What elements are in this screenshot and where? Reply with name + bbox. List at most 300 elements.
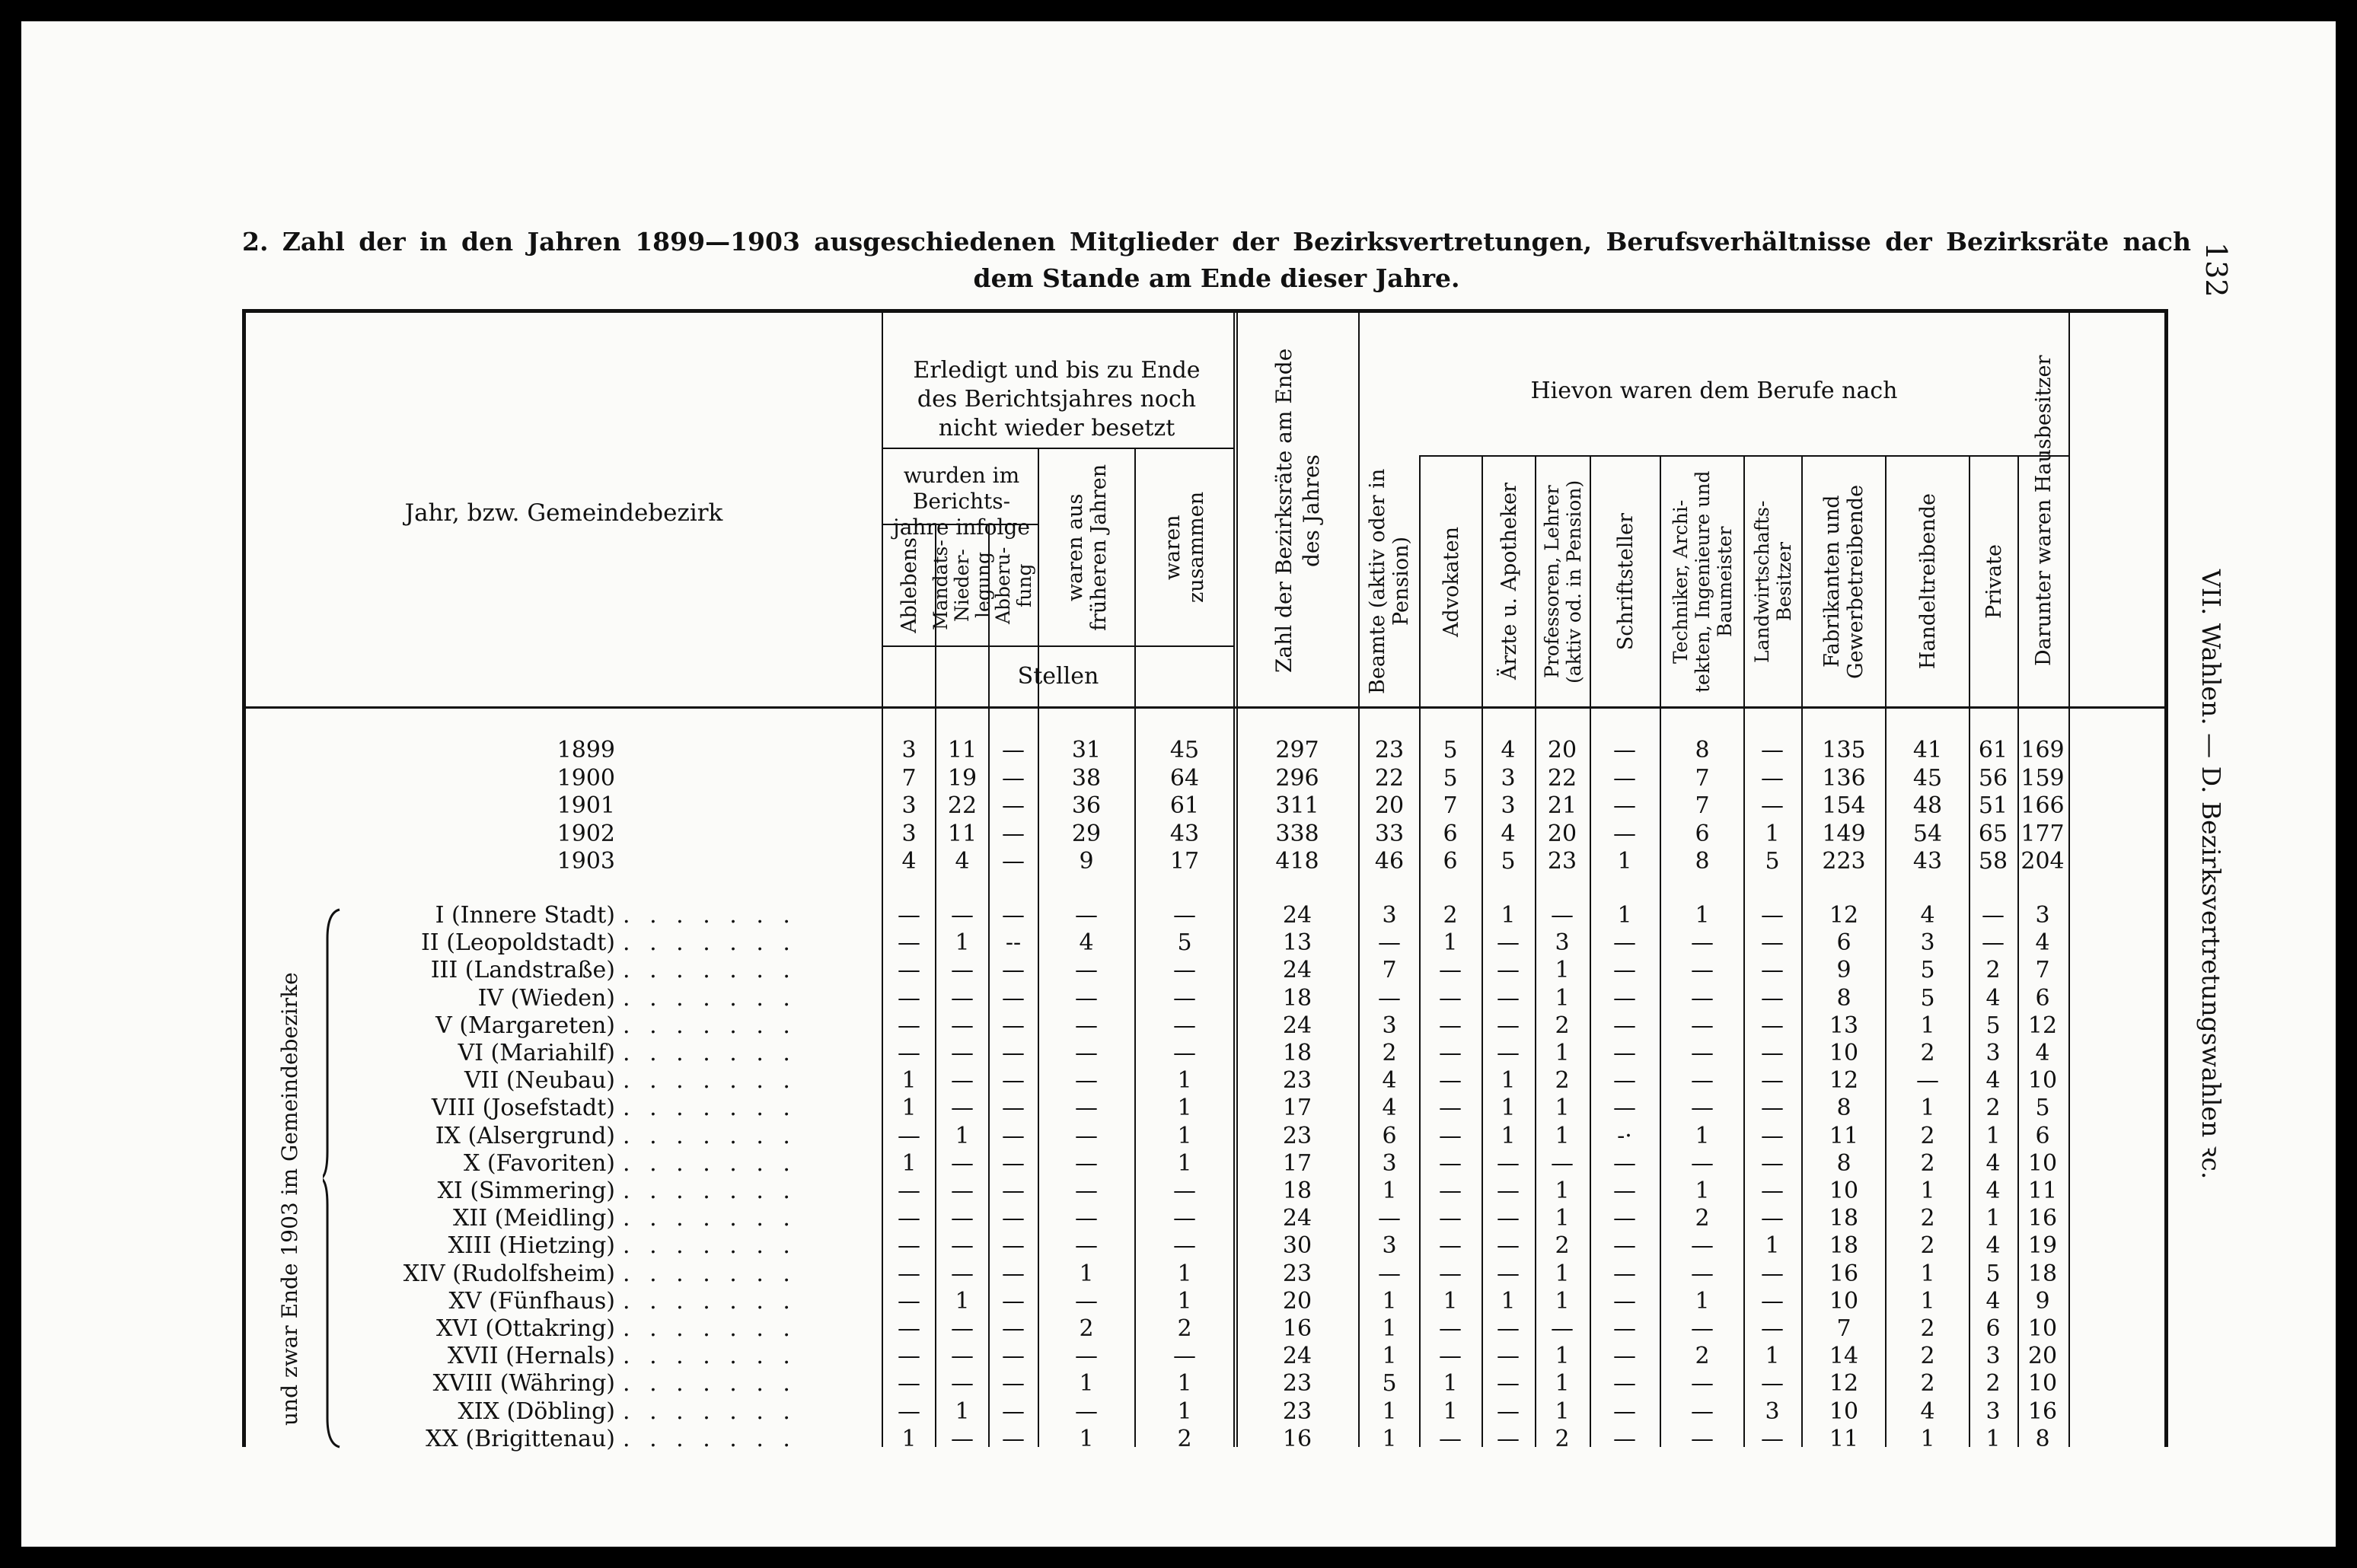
table-cell: —	[1613, 1149, 1636, 1177]
table-cell: 6	[1443, 820, 1458, 847]
table-title-line2: dem Stande am Ende dieser Jahre.	[973, 263, 1460, 293]
table-cell: 18	[1829, 1232, 1859, 1260]
leader-dots: . . . . . . .	[623, 1425, 796, 1452]
table-cell: —	[898, 1040, 920, 1066]
table-cell: —	[1075, 1040, 1098, 1066]
table-cell: 1	[1382, 1178, 1397, 1204]
table-cell: —	[1439, 1122, 1462, 1149]
table-cell: —	[1613, 1012, 1636, 1039]
table-cell: —	[951, 1012, 974, 1039]
table-cell: 22	[1374, 764, 1405, 792]
table-cell: —	[1002, 1260, 1025, 1287]
table-cell: —	[1613, 1425, 1636, 1452]
table-cell: 24	[1282, 1205, 1312, 1232]
table-cell: 6	[2035, 1122, 2050, 1149]
table-cell: 41	[1912, 737, 1943, 763]
table-top-rule	[242, 309, 2168, 313]
table-cell: 1	[1920, 1095, 1935, 1122]
table-cell: 16	[2027, 1205, 2058, 1232]
table-cell: 18	[1282, 1178, 1312, 1204]
table-cell: 7	[1695, 792, 1710, 819]
table-cell: 24	[1282, 1343, 1312, 1370]
table-cell: 4	[901, 848, 917, 875]
table-cell: 43	[1912, 848, 1943, 875]
table-cell: 64	[1169, 764, 1200, 792]
header-group-erledigt: Erledigt und bis zu Ende des Berichtsjahres noch nicht wieder besetzt	[913, 357, 1201, 441]
header-beamte-cell	[1360, 457, 1419, 706]
table-cell: 4	[1985, 1067, 2001, 1095]
brace-icon	[323, 908, 341, 1448]
table-cell: 1	[1079, 1370, 1094, 1397]
table-cell: 1	[901, 1067, 917, 1095]
table-cell: —	[1691, 1425, 1714, 1452]
table-cell: —	[1439, 957, 1462, 984]
table-cell: 11	[2027, 1178, 2058, 1204]
table-cell: 1	[1555, 1122, 1570, 1149]
header-zusammen-cell	[1136, 449, 1233, 645]
table-cell: —	[1075, 1232, 1098, 1260]
table-cell: 2	[1920, 1149, 1935, 1177]
table-cell: 38	[1071, 764, 1102, 792]
table-cell: 1	[1765, 820, 1780, 847]
table-cell: 1	[1985, 1205, 2001, 1232]
table-cell: 1	[1555, 1370, 1570, 1397]
table-cell: 5	[1765, 848, 1780, 875]
year-row-label: 1900	[557, 764, 615, 792]
table-cell: 2	[1555, 1425, 1570, 1452]
table-cell: 10	[1829, 1040, 1859, 1066]
table-cell: —	[1613, 764, 1636, 792]
table-cell: 9	[1079, 848, 1094, 875]
table-cell: —	[1002, 764, 1025, 792]
table-cell: 20	[1547, 737, 1577, 763]
table-cell: 4	[1501, 737, 1516, 763]
table-cell: —	[1002, 1205, 1025, 1232]
header-landwirt: Landwirtschafts- Besitzer	[1751, 500, 1795, 663]
table-cell: —	[1761, 957, 1784, 984]
table-cell: 31	[1071, 737, 1102, 763]
table-cell: —	[1613, 929, 1636, 957]
table-cell: 3	[1382, 902, 1397, 929]
table-cell: 1	[1382, 1397, 1397, 1425]
header-frueheren: waren aus früheren Jahren	[1063, 464, 1111, 631]
year-row-label: 1903	[557, 848, 615, 875]
table-cell: —	[1497, 1315, 1520, 1342]
table-cell: 12	[1829, 1067, 1859, 1095]
table-cell: 3	[1501, 764, 1516, 792]
header-hausbesitzer: Darunter waren Hausbesitzer	[2032, 355, 2056, 666]
table-cell: —	[1002, 792, 1025, 819]
table-cell: —	[1075, 1122, 1098, 1149]
table-cell: —	[1497, 1370, 1520, 1397]
table-cell: —	[1497, 1260, 1520, 1287]
table-cell: —	[1002, 1425, 1025, 1452]
leader-dots: . . . . . . .	[623, 984, 796, 1012]
table-cell: —	[1378, 984, 1401, 1012]
leader-dots: . . . . . . .	[623, 1397, 796, 1425]
table-cell: —	[951, 1067, 974, 1095]
table-cell: 19	[2027, 1232, 2058, 1260]
table-cell: 22	[1547, 764, 1577, 792]
table-cell: —	[1691, 1067, 1714, 1095]
district-row-label: V (Margareten)	[435, 1012, 615, 1039]
table-cell: —	[1002, 1397, 1025, 1425]
table-cell: —	[1691, 1315, 1714, 1342]
table-cell: 5	[1177, 929, 1192, 957]
table-cell: —	[1551, 1315, 1574, 1342]
table-cell: —	[1002, 737, 1025, 763]
table-cell: 23	[1282, 1370, 1312, 1397]
leader-dots: . . . . . . .	[623, 1232, 796, 1260]
table-cell: 4	[1501, 820, 1516, 847]
table-cell: —	[1691, 1149, 1714, 1177]
table-cell: 2	[1443, 902, 1458, 929]
table-cell: 1	[1555, 957, 1570, 984]
table-cell: —	[1551, 1149, 1574, 1177]
table-cell: 1	[901, 1095, 917, 1122]
table-cell: 166	[2021, 792, 2065, 819]
table-cell: —	[1761, 1205, 1784, 1232]
leader-dots: . . . . . . .	[623, 957, 796, 984]
table-cell: —	[1497, 1012, 1520, 1039]
table-cell: —	[1613, 957, 1636, 984]
table-cell: 16	[1282, 1425, 1312, 1452]
table-cell: —	[898, 1315, 920, 1342]
table-cell: 16	[1829, 1260, 1859, 1287]
table-cell: 12	[1829, 902, 1859, 929]
table-cell: 43	[1169, 820, 1200, 847]
table-cell: 21	[1547, 792, 1577, 819]
table-cell: 1	[1920, 1425, 1935, 1452]
table-cell: 16	[2027, 1397, 2058, 1425]
table-cell: —	[1761, 929, 1784, 957]
table-cell: —	[1002, 984, 1025, 1012]
table-cell: —	[1613, 737, 1636, 763]
table-cell: 3	[1555, 929, 1570, 957]
header-professoren-cell	[1536, 457, 1590, 706]
district-row-label: X (Favoriten)	[463, 1149, 615, 1177]
table-cell: —	[1982, 929, 2005, 957]
table-cell: 1	[901, 1425, 917, 1452]
table-cell: —	[1761, 1287, 1784, 1315]
table-cell: —	[1761, 737, 1784, 763]
table-cell: —	[1613, 1343, 1636, 1370]
table-cell: 29	[1071, 820, 1102, 847]
table-cell: —	[951, 1232, 974, 1260]
table-title-line1: 2. Zahl der in den Jahren 1899—1903 ausgeschiedenen Mitglieder der Bezirksvertretungen, Berufsverhältnisse der Bezirksräte nach	[242, 227, 2191, 257]
table-cell: 11	[947, 820, 978, 847]
table-cell: 3	[901, 820, 917, 847]
header-mandats-cell	[930, 525, 994, 645]
table-cell: —	[1075, 984, 1098, 1012]
table-cell: —	[1613, 1315, 1636, 1342]
table-cell: —	[1439, 1149, 1462, 1177]
table-right-rule	[2164, 309, 2168, 1447]
header-advokaten-cell	[1421, 457, 1481, 706]
district-row-label: XII (Meidling)	[453, 1205, 615, 1232]
table-cell: —	[898, 1343, 920, 1370]
table-cell: —	[898, 1370, 920, 1397]
year-row-label: 1902	[557, 820, 615, 847]
statistics-table	[21, 21, 2336, 1547]
table-cell: 1	[1501, 1067, 1516, 1095]
table-cell: 7	[1443, 792, 1458, 819]
table-cell: —	[1613, 1205, 1636, 1232]
table-cell: 418	[1275, 848, 1319, 875]
table-cell: 7	[901, 764, 917, 792]
leader-dots: . . . . . . .	[623, 1095, 796, 1122]
leader-dots: . . . . . . .	[623, 1370, 796, 1397]
table-cell: 5	[1382, 1370, 1397, 1397]
table-cell: 4	[1920, 902, 1935, 929]
leader-dots: . . . . . . .	[623, 1040, 796, 1066]
table-cell: 3	[1985, 1397, 2001, 1425]
table-cell: 56	[1978, 764, 2008, 792]
table-cell: 3	[1382, 1012, 1397, 1039]
table-cell: —	[951, 902, 974, 929]
table-cell: 1	[1695, 1287, 1710, 1315]
table-cell: --	[1005, 929, 1022, 957]
table-cell: —	[1002, 1122, 1025, 1149]
table-cell: 3	[1985, 1040, 2001, 1066]
table-cell: —	[1439, 1343, 1462, 1370]
table-cell: —	[1761, 1178, 1784, 1204]
table-cell: —	[1613, 1232, 1636, 1260]
table-cell: 11	[947, 737, 978, 763]
table-cell: —	[1613, 984, 1636, 1012]
table-cell: —	[1439, 1260, 1462, 1287]
table-cell: 1	[1555, 1287, 1570, 1315]
table-cell: —	[1761, 902, 1784, 929]
table-cell: 23	[1282, 1067, 1312, 1095]
table-cell: 5	[1501, 848, 1516, 875]
table-cell: 4	[1985, 984, 2001, 1012]
table-cell: 4	[1382, 1067, 1397, 1095]
table-cell: 23	[1282, 1122, 1312, 1149]
table-cell: 1	[1177, 1122, 1192, 1149]
table-cell: 24	[1282, 902, 1312, 929]
table-cell: 1	[1382, 1315, 1397, 1342]
district-row-label: XIII (Hietzing)	[448, 1232, 615, 1260]
table-cell: —	[1761, 1425, 1784, 1452]
header-mandats: Mandats- Nieder- legung	[930, 540, 994, 631]
header-landwirt-cell	[1745, 457, 1801, 706]
table-cell: 5	[1443, 764, 1458, 792]
header-fabrikanten: Fabrikanten und Gewerbetreibende	[1820, 484, 1867, 679]
table-cell: —	[1691, 957, 1714, 984]
header-stellen: Stellen	[1017, 663, 1099, 690]
table-cell: 1	[1177, 1067, 1192, 1095]
table-cell: 23	[1282, 1397, 1312, 1425]
header-row-label: Jahr, bzw. Gemeindebezirk	[404, 499, 723, 527]
table-cell: 1	[1443, 1397, 1458, 1425]
table-cell: —	[1761, 1067, 1784, 1095]
table-cell: —	[1002, 848, 1025, 875]
table-cell: 23	[1547, 848, 1577, 875]
table-cell: 48	[1912, 792, 1943, 819]
table-cell: 10	[2027, 1370, 2058, 1397]
table-cell: 2	[1079, 1315, 1094, 1342]
table-cell: —	[898, 1122, 920, 1149]
table-cell: 46	[1374, 848, 1405, 875]
table-cell: —	[1982, 902, 2005, 929]
table-cell: —	[1613, 1178, 1636, 1204]
header-professoren: Professoren, Lehrer (aktiv od. in Pension)	[1541, 480, 1585, 684]
table-cell: 1	[1765, 1232, 1780, 1260]
district-row-label: I (Innere Stadt)	[435, 902, 615, 929]
table-cell: —	[1761, 764, 1784, 792]
header-private: Private	[1982, 544, 2006, 619]
table-cell: 5	[1985, 1012, 2001, 1039]
table-cell: 54	[1912, 820, 1943, 847]
table-cell: —	[1075, 1095, 1098, 1122]
col-sep	[1233, 311, 1235, 1447]
table-cell: 10	[1829, 1178, 1859, 1204]
table-cell: —	[1761, 1012, 1784, 1039]
table-cell: —	[1439, 1315, 1462, 1342]
table-cell: 136	[1822, 764, 1866, 792]
table-cell: —	[1761, 792, 1784, 819]
table-cell: 1	[1695, 902, 1710, 929]
table-cell: 17	[1282, 1095, 1312, 1122]
district-row-label: XVII (Hernals)	[447, 1343, 615, 1370]
table-cell: 4	[1079, 929, 1094, 957]
leader-dots: . . . . . . .	[623, 1122, 796, 1149]
table-cell: —	[1439, 1095, 1462, 1122]
table-cell: —	[1761, 1260, 1784, 1287]
table-cell: 2	[1920, 1315, 1935, 1342]
table-cell: —	[1439, 1232, 1462, 1260]
table-cell: —	[898, 1178, 920, 1204]
table-cell: —	[1497, 1040, 1520, 1066]
table-cell: —	[1691, 1040, 1714, 1066]
table-cell: —	[1173, 1012, 1196, 1039]
table-cell: 33	[1374, 820, 1405, 847]
district-row-label: II (Leopoldstadt)	[420, 929, 615, 957]
table-cell: 1	[1079, 1260, 1094, 1287]
table-cell: —	[951, 1370, 974, 1397]
header-frueheren-cell	[1039, 449, 1134, 645]
table-cell: —	[1761, 1315, 1784, 1342]
table-cell: —	[898, 984, 920, 1012]
table-cell: —	[1075, 902, 1098, 929]
table-cell: —	[1439, 1012, 1462, 1039]
table-cell: 1	[1177, 1397, 1192, 1425]
header-aerzte: Ärzte u. Apotheker	[1497, 483, 1521, 680]
district-row-label: III (Landstraße)	[430, 957, 615, 984]
table-cell: 159	[2021, 764, 2065, 792]
table-cell: 4	[2035, 1040, 2050, 1066]
table-cell: 2	[1920, 1205, 1935, 1232]
table-cell: 6	[1836, 929, 1851, 957]
table-cell: 4	[1382, 1095, 1397, 1122]
table-cell: 204	[2021, 848, 2065, 875]
table-cell: —	[951, 1178, 974, 1204]
table-cell: —	[1761, 1370, 1784, 1397]
table-cell: —	[1002, 1287, 1025, 1315]
table-cell: 8	[1836, 1095, 1851, 1122]
table-cell: —	[1173, 984, 1196, 1012]
table-cell: 1	[955, 1287, 970, 1315]
header-group-beruf: Hievon waren dem Berufe nach	[1530, 378, 1898, 404]
table-cell: —	[1075, 1012, 1098, 1039]
table-cell: 1	[1920, 1012, 1935, 1039]
table-cell: 1	[1177, 1287, 1192, 1315]
table-cell: —	[1173, 1343, 1196, 1370]
table-cell: 223	[1822, 848, 1866, 875]
table-cell: —	[1613, 792, 1636, 819]
table-cell: —	[1075, 957, 1098, 984]
header-aerzte-cell	[1483, 457, 1535, 706]
table-cell: 6	[1382, 1122, 1397, 1149]
table-cell: 5	[1920, 984, 1935, 1012]
table-cell: —	[1002, 1012, 1025, 1039]
table-cell: 1	[1501, 1122, 1516, 1149]
district-row-label: XIV (Rudolfsheim)	[403, 1260, 615, 1287]
table-cell: —	[1439, 1178, 1462, 1204]
table-cell: —	[898, 929, 920, 957]
table-cell: —	[1173, 902, 1196, 929]
table-cell: 4	[1985, 1178, 2001, 1204]
table-cell: 5	[1985, 1260, 2001, 1287]
table-cell: 8	[1695, 848, 1710, 875]
table-cell: —	[1613, 820, 1636, 847]
table-cell: 3	[1382, 1149, 1397, 1177]
table-cell: 45	[1912, 764, 1943, 792]
table-cell: 2	[1555, 1067, 1570, 1095]
table-cell: —	[951, 984, 974, 1012]
table-cell: 1	[1555, 1397, 1570, 1425]
table-cell: 135	[1822, 737, 1866, 763]
table-cell: 20	[1374, 792, 1405, 819]
table-cell: 30	[1282, 1232, 1312, 1260]
header-private-cell	[1970, 457, 2017, 706]
table-cell: —	[1691, 929, 1714, 957]
district-group-label: und zwar Ende 1903 im Gemeindebezirke	[277, 972, 302, 1426]
table-cell: 1	[1177, 1095, 1192, 1122]
table-cell: 1	[1555, 984, 1570, 1012]
table-cell: —	[1173, 1040, 1196, 1066]
table-cell: 3	[1920, 929, 1935, 957]
leader-dots: . . . . . . .	[623, 1260, 796, 1287]
table-cell: —	[1002, 1040, 1025, 1066]
table-cell: 11	[1829, 1122, 1859, 1149]
header-techniker: Techniker, Archi- tekten, Ingenieure und Baumeister	[1669, 470, 1736, 693]
table-cell: —	[951, 1149, 974, 1177]
table-cell: —	[1075, 1397, 1098, 1425]
leader-dots: . . . . . . .	[623, 1149, 796, 1177]
table-cell: 2	[1985, 957, 2001, 984]
table-cell: 1	[1443, 1287, 1458, 1315]
table-cell: 1	[1177, 1370, 1192, 1397]
table-cell: 8	[2035, 1425, 2050, 1452]
table-cell: 1	[1555, 1040, 1570, 1066]
leader-dots: . . . . . . .	[623, 1178, 796, 1204]
table-cell: 13	[1282, 929, 1312, 957]
table-cell: 4	[1985, 1232, 2001, 1260]
table-cell: 1	[1177, 1260, 1192, 1287]
table-cell: —	[1173, 1205, 1196, 1232]
table-cell: —	[1002, 1232, 1025, 1260]
table-cell: 1	[901, 1149, 917, 1177]
table-cell: 1	[1920, 1260, 1935, 1287]
district-row-label: IV (Wieden)	[477, 984, 615, 1012]
table-cell: 58	[1978, 848, 2008, 875]
table-cell: 10	[2027, 1315, 2058, 1342]
table-cell: —	[1378, 929, 1401, 957]
header-schriftsteller-cell	[1591, 457, 1660, 706]
table-cell: —	[1002, 902, 1025, 929]
